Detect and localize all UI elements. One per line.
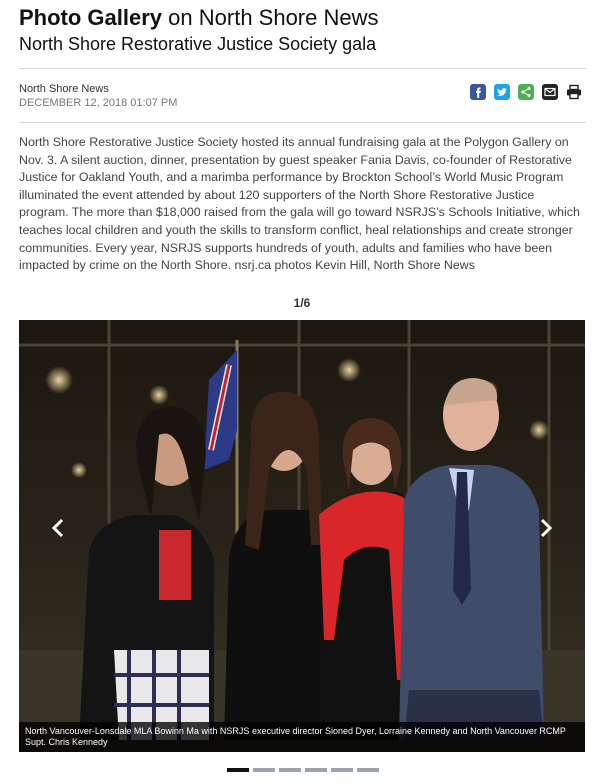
slide-dot[interactable] — [279, 768, 301, 772]
gallery-label: Photo Gallery — [19, 5, 163, 30]
prev-slide-button[interactable] — [47, 516, 71, 540]
slide-indicator — [227, 768, 379, 772]
slide-dot[interactable] — [357, 768, 379, 772]
top-divider — [19, 68, 586, 69]
slide-dot[interactable] — [305, 768, 327, 772]
publish-date: DECEMBER 12, 2018 01:07 PM — [19, 97, 178, 109]
slide-counter: 1/6 — [293, 296, 311, 310]
share-icon[interactable] — [518, 84, 534, 100]
share-bar — [470, 84, 582, 100]
photo-caption: North Vancouver-Lonsdale MLA Bowinn Ma with NSRJS executive director Sioned Dyer, Lorraine Kennedy and North Vancouver RCMP Supt. Chris Kennedy — [19, 722, 585, 752]
slide-dot[interactable] — [227, 768, 249, 772]
site-suffix: on North Shore News — [168, 5, 379, 30]
twitter-icon[interactable] — [494, 84, 510, 100]
slide-dot[interactable] — [253, 768, 275, 772]
gallery-header — [19, 4, 586, 56]
page-title — [19, 4, 586, 32]
gallery-title: North Shore Restorative Justice Society gala — [19, 34, 377, 54]
gallery-description: North Shore Restorative Justice Society hosted its annual fundraising gala at the Polygon Gallery on Nov. 3. A silent auction, dinner, presentation by guest speaker Fania Davis, co-founder of Restorative Justice for Oakland Youth, and a marimba performance by Brockton School’s World Music Program illuminated the event attended by about 120 supporters of the North Shore Restorative Justice program. The more than $18,000 raised from the gala will go toward NSRJS’s Schools Initiative, which teaches local children and youth the skills to transform conflict, heal relationships and create stronger communities. Every year, NSRJS supports hundreds of youth, adults and families who have been impacted by crime on the North Shore. nsrj.ca photos Kevin Hill, North Shore News — [19, 135, 580, 273]
source-label: North Shore News — [19, 83, 109, 95]
byline — [19, 82, 177, 110]
chevron-right-icon — [533, 516, 557, 540]
print-icon[interactable] — [566, 84, 582, 100]
chevron-left-icon — [47, 516, 71, 540]
email-icon[interactable] — [542, 84, 558, 100]
gallery-photo — [19, 320, 585, 752]
slide-dot[interactable] — [331, 768, 353, 772]
next-slide-button[interactable] — [533, 516, 557, 540]
gallery-slide[interactable] — [19, 320, 585, 752]
facebook-icon[interactable] — [470, 84, 486, 100]
byline-divider — [19, 122, 586, 123]
